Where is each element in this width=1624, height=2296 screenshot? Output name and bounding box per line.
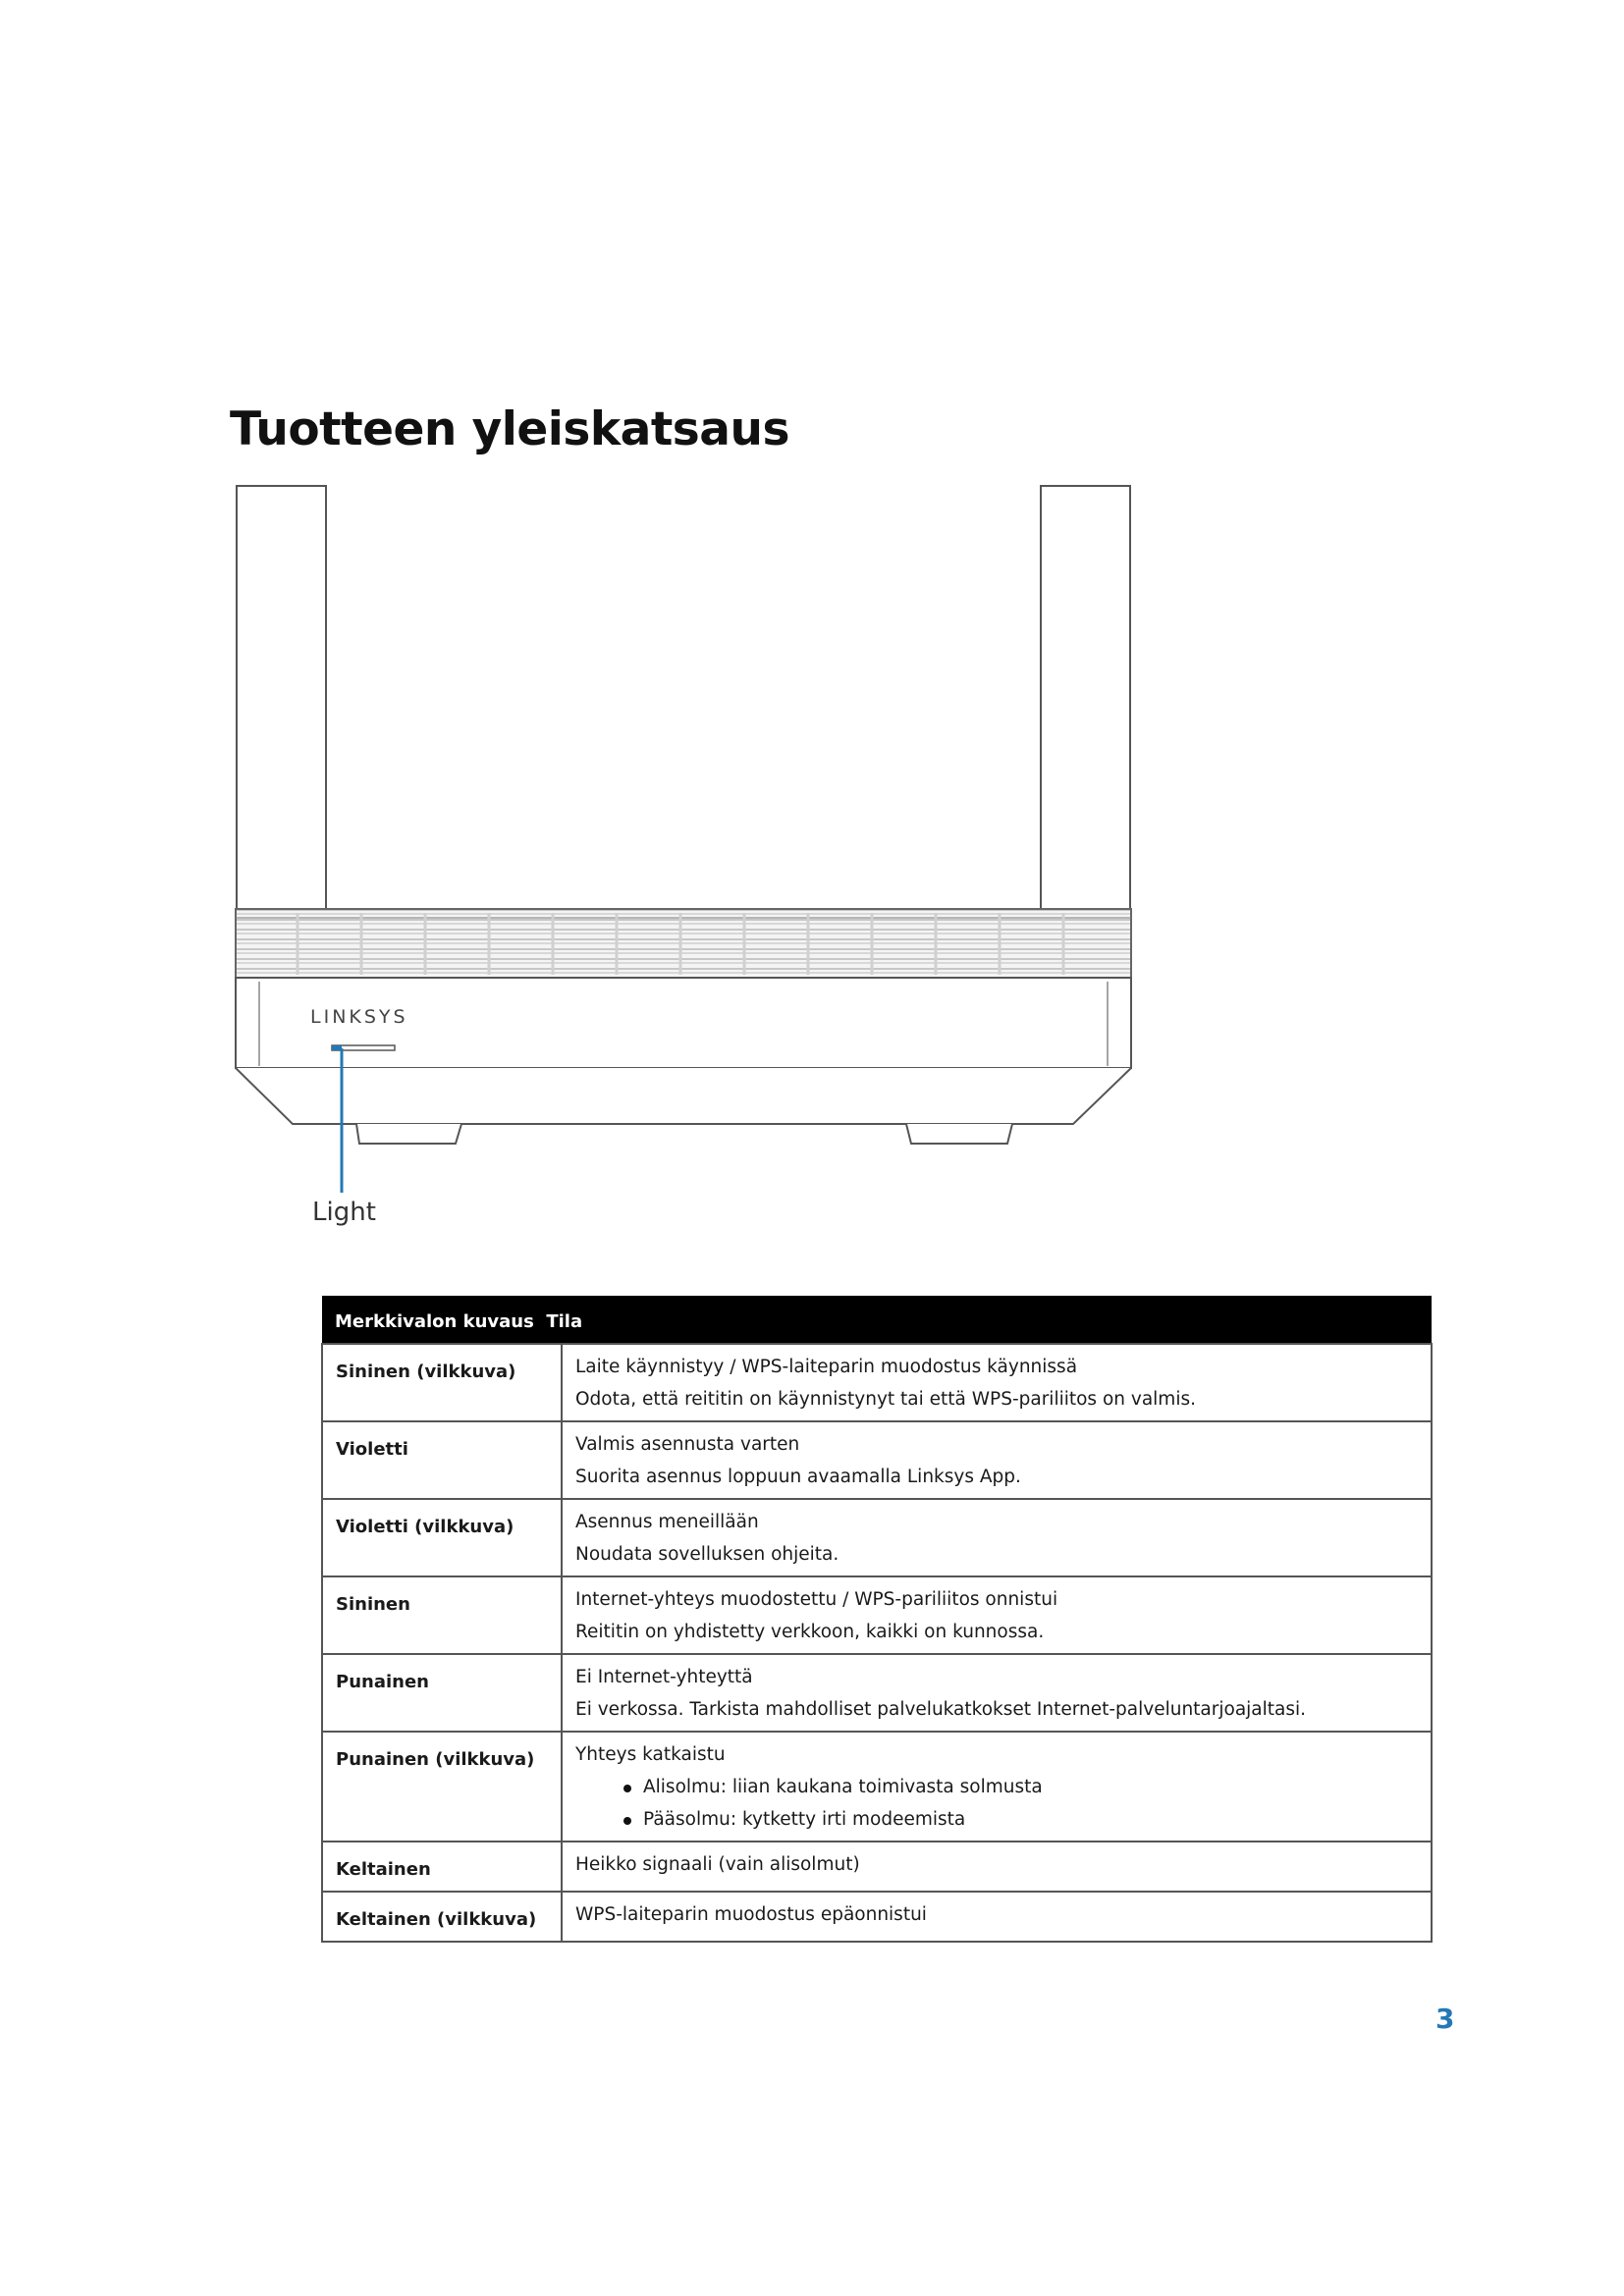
status-line: Valmis asennusta varten <box>575 1434 800 1455</box>
status-line: Noudata sovelluksen ohjeita. <box>575 1544 839 1565</box>
table-row <box>322 1732 1432 1842</box>
brand-logo: LINKSYS <box>310 1006 408 1028</box>
router-illustration <box>224 476 1137 1242</box>
right-foot <box>906 1124 1012 1144</box>
led-status-table <box>321 1296 1433 1943</box>
right-antenna <box>1041 486 1130 919</box>
led-status <box>562 1421 1432 1499</box>
led-label: Punainen (vilkkuva) <box>322 1732 562 1842</box>
led-label: Keltainen (vilkkuva) <box>322 1892 562 1942</box>
led-label: Sininen (vilkkuva) <box>322 1344 562 1421</box>
led-label: Sininen <box>322 1576 562 1654</box>
status-line: Laite käynnistyy / WPS-laiteparin muodostus käynnissä <box>575 1357 1078 1377</box>
page-number: 3 <box>1435 2002 1455 2035</box>
header-status: Tila <box>546 1310 583 1332</box>
list-item: Alisolmu: liian kaukana toimivasta solmusta <box>629 1771 1418 1803</box>
table-row <box>322 1499 1432 1576</box>
led-status <box>562 1344 1432 1421</box>
status-line: Suorita asennus loppuun avaamalla Linksys App. <box>575 1467 1021 1487</box>
status-line: Yhteys katkaistu <box>575 1744 726 1765</box>
led-status <box>562 1576 1432 1654</box>
vent-grille <box>236 909 1131 978</box>
status-line: Reititin on yhdistetty verkkoon, kaikki on kunnossa. <box>575 1622 1045 1642</box>
led-status <box>562 1654 1432 1732</box>
callout-label-light: Light <box>312 1198 376 1227</box>
table-row <box>322 1344 1432 1421</box>
left-antenna <box>237 486 326 919</box>
left-foot <box>356 1124 461 1144</box>
status-line: Odota, että reititin on käynnistynyt tai että WPS-pariliitos on valmis. <box>575 1389 1196 1410</box>
status-line: Asennus meneillään <box>575 1512 759 1532</box>
led-label: Violetti <box>322 1421 562 1499</box>
led-status <box>562 1732 1432 1842</box>
status-line: Ei Internet-yhteyttä <box>575 1667 753 1687</box>
status-line: Ei verkossa. Tarkista mahdolliset palvelukatkokset Internet-palveluntarjoajaltasi. <box>575 1699 1307 1720</box>
status-line: Internet-yhteys muodostettu / WPS-pariliitos onnistui <box>575 1589 1058 1610</box>
led-label: Punainen <box>322 1654 562 1732</box>
status-line: WPS-laiteparin muodostus epäonnistui <box>575 1904 927 1925</box>
router-drawing <box>224 476 1137 1242</box>
led-status <box>562 1892 1432 1942</box>
list-item: Pääsolmu: kytketty irti modeemista <box>629 1803 1418 1836</box>
table-header <box>322 1296 1432 1344</box>
led-label: Keltainen <box>322 1842 562 1892</box>
table-row <box>322 1842 1432 1892</box>
table-row <box>322 1421 1432 1499</box>
table-row <box>322 1654 1432 1732</box>
header-led-description: Merkkivalon kuvaus <box>335 1310 534 1332</box>
table-row <box>322 1576 1432 1654</box>
status-line: Heikko signaali (vain alisolmut) <box>575 1854 860 1875</box>
led-status <box>562 1842 1432 1892</box>
led-label: Violetti (vilkkuva) <box>322 1499 562 1576</box>
led-status <box>562 1499 1432 1576</box>
page-title: Tuotteen yleiskatsaus <box>230 402 789 456</box>
table-row <box>322 1892 1432 1942</box>
table-header-row <box>322 1296 1432 1344</box>
router-base <box>236 1068 1131 1124</box>
status-bullet-list <box>575 1771 1418 1836</box>
